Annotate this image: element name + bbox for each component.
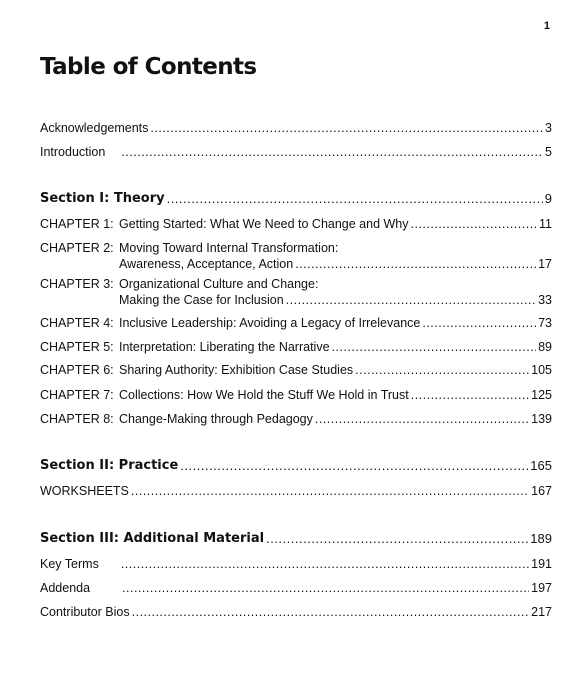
chapter-number: CHAPTER 1:: [40, 217, 114, 231]
chapter-title-line1: Moving Toward Internal Transformation:: [119, 241, 339, 255]
dot-leader: [332, 339, 537, 355]
toc-chapter-4[interactable]: [40, 315, 552, 331]
chapter-number: CHAPTER 3:: [40, 277, 114, 291]
entry-page: 167: [531, 484, 552, 498]
entry-page: 5: [545, 145, 552, 159]
dot-leader: [355, 362, 529, 378]
chapter-title: Interpretation: Liberating the Narrative: [119, 340, 330, 354]
dot-leader: [131, 483, 529, 499]
chapter-title: Getting Started: What We Need to Change and Why: [119, 217, 409, 231]
chapter-page: 73: [538, 316, 552, 330]
chapter-title: Sharing Authority: Exhibition Case Studies: [119, 363, 354, 377]
toc-entry-contributor-bios[interactable]: [40, 604, 552, 620]
chapter-page: 89: [538, 340, 552, 354]
chapter-lead: [40, 315, 420, 331]
toc-entry-worksheets[interactable]: [40, 483, 552, 499]
chapter-lead: [40, 411, 313, 427]
section-label: Section II: Practice: [40, 458, 179, 473]
chapter-page: 17: [538, 257, 552, 271]
chapter-number: CHAPTER 4:: [40, 316, 114, 330]
dot-leader: [295, 256, 536, 272]
section-label: Section III: Additional Material: [40, 531, 265, 546]
entry-label: Key Terms: [40, 557, 99, 571]
toc-chapter-3[interactable]: [40, 277, 552, 308]
chapter-title: Awareness, Acceptance, Action: [119, 257, 294, 271]
chapter-lead: [40, 277, 319, 308]
dot-leader: [266, 531, 528, 547]
chapter-number: CHAPTER 5:: [40, 340, 114, 354]
chapter-title: Change-Making through Pedagogy: [119, 412, 313, 426]
dot-leader: [422, 315, 536, 331]
entry-page: 217: [531, 605, 552, 619]
entry-label: Contributor Bios: [40, 605, 130, 619]
chapter-title: Collections: How We Hold the Stuff We Hold in Trust: [119, 388, 409, 402]
dot-leader: [150, 120, 543, 136]
toc-chapter-2[interactable]: [40, 241, 552, 272]
toc-section-practice[interactable]: [40, 458, 552, 474]
chapter-number: CHAPTER 7:: [40, 388, 114, 402]
toc-chapter-6[interactable]: [40, 362, 552, 378]
page-title: Table of Contents: [40, 54, 257, 80]
chapter-lead: [40, 387, 409, 403]
chapter-lead: [40, 241, 339, 272]
toc-entry-key-terms[interactable]: [40, 556, 552, 572]
chapter-page: 139: [531, 412, 552, 426]
chapter-number: CHAPTER 6:: [40, 363, 114, 377]
chapter-title: Inclusive Leadership: Avoiding a Legacy of Irrelevance: [119, 316, 421, 330]
section-page: 189: [530, 531, 552, 546]
chapter-page: 11: [539, 217, 552, 231]
section-page: 9: [544, 191, 552, 206]
entry-page: 197: [531, 581, 552, 595]
dot-leader: [121, 144, 543, 160]
entry-page: 191: [531, 557, 552, 571]
chapter-page: 125: [531, 388, 552, 402]
dot-leader: [122, 580, 529, 596]
chapter-title: Making the Case for Inclusion: [119, 293, 284, 307]
toc-chapter-7[interactable]: [40, 387, 552, 403]
section-page: 165: [530, 458, 552, 473]
entry-label: Introduction: [40, 145, 106, 159]
toc-chapter-1[interactable]: [40, 216, 552, 232]
entry-label: Acknowledgements: [40, 121, 149, 135]
toc-chapter-5[interactable]: [40, 339, 552, 355]
dot-leader: [315, 411, 529, 427]
entry-label: WORKSHEETS: [40, 484, 129, 498]
chapter-page: 33: [538, 293, 552, 307]
dot-leader: [411, 216, 538, 232]
dot-leader: [180, 458, 528, 474]
chapter-lead: [40, 362, 353, 378]
section-label: Section I: Theory: [40, 191, 165, 206]
toc-section-additional-material[interactable]: [40, 531, 552, 547]
toc-entry-addenda[interactable]: [40, 580, 552, 596]
chapter-lead: [40, 339, 330, 355]
entry-label: Addenda: [40, 581, 91, 595]
toc-entry-introduction[interactable]: [40, 144, 552, 160]
entry-page: 3: [545, 121, 552, 135]
chapter-lead: [40, 216, 409, 232]
chapter-page: 105: [531, 363, 552, 377]
page-number: 1: [543, 20, 550, 32]
chapter-title-line1: Organizational Culture and Change:: [119, 277, 319, 291]
toc-section-theory[interactable]: [40, 191, 552, 207]
toc-entry-acknowledgements[interactable]: [40, 120, 552, 136]
dot-leader: [167, 191, 543, 207]
dot-leader: [121, 556, 529, 572]
chapter-number: CHAPTER 2:: [40, 241, 114, 255]
chapter-number: CHAPTER 8:: [40, 412, 114, 426]
dot-leader: [411, 387, 529, 403]
dot-leader: [132, 604, 530, 620]
dot-leader: [286, 292, 536, 308]
toc-chapter-8[interactable]: [40, 411, 552, 427]
